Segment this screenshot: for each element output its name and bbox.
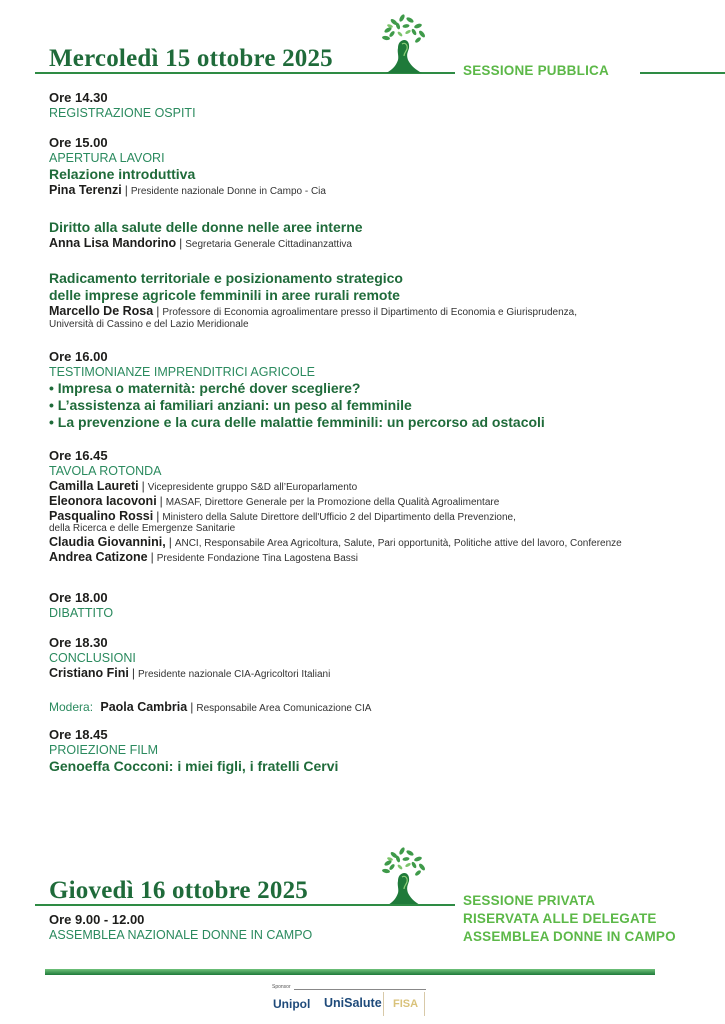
- sponsor-rule: [294, 989, 426, 990]
- day1-title: Mercoledì 15 ottobre 2025: [49, 45, 333, 72]
- speaker-line: [49, 666, 330, 680]
- moderator-label: Modera:: [49, 700, 94, 714]
- moderator-name: Paola Cambria: [100, 700, 188, 714]
- speaker-line: [49, 183, 326, 197]
- time-label: Ore 15.00: [49, 135, 108, 150]
- speaker-role-continued: Università di Cassino e del Lazio Meridionale: [49, 319, 249, 330]
- separator: |: [141, 479, 145, 493]
- speaker-role: Presidente nazionale Donne in Campo - Cia: [130, 186, 326, 197]
- time-label: Ore 9.00 - 12.00: [49, 912, 145, 927]
- activity-label: REGISTRAZIONE OSPITI: [49, 106, 196, 120]
- activity-label: CONCLUSIONI: [49, 651, 136, 665]
- speaker-line: [49, 550, 622, 564]
- talk-title-line-2: delle imprese agricole femminili in aree rurali remote: [49, 287, 400, 303]
- speaker-role: Ministero della Salute Direttore dell'Ufficio 2 del Dipartimento della Prevenzione,: [162, 512, 516, 523]
- speaker-role: Vicepresidente gruppo S&D all’Europarlamento: [147, 482, 358, 493]
- tree-woman-logo-icon: [378, 845, 430, 907]
- speaker-role: ANCI, Responsabile Area Agricoltura, Salute, Pari opportunità, Politiche attive del lavoro, Conferenze: [174, 538, 622, 549]
- program-block-1645: [49, 448, 622, 564]
- talk-title-line-1: Radicamento territoriale e posizionamento strategico: [49, 270, 403, 286]
- time-label: Ore 18.00: [49, 590, 108, 605]
- bullet-item: • Impresa o maternità: perché dover scegliere?: [49, 380, 361, 396]
- speaker-name: Eleonora Iacovoni: [49, 494, 157, 508]
- speaker-role-continued: della Ricerca e delle Emergenze Sanitarie: [49, 523, 236, 534]
- speaker-role: Presidente Fondazione Tina Lagostena Bassi: [156, 553, 359, 564]
- program-block-1800: [49, 590, 113, 620]
- time-label: Ore 16.45: [49, 448, 108, 463]
- program-block-1430: [49, 90, 196, 120]
- speaker-line: [49, 236, 363, 250]
- sponsor-label: Sponsor: [272, 984, 291, 990]
- sponsor-divider: [383, 992, 384, 1016]
- speaker-name: Anna Lisa Mandorino: [49, 236, 177, 250]
- session-line: RISERVATA ALLE DELEGATE: [463, 911, 657, 926]
- time-label: Ore 14.30: [49, 90, 108, 105]
- speaker-name: Andrea Catizone: [49, 550, 148, 564]
- speaker-line: [49, 304, 577, 318]
- separator: |: [131, 666, 135, 680]
- bullet-item: • La prevenzione e la cura delle malattie femminili: un percorso ad ostacoli: [49, 414, 545, 430]
- time-label: Ore 18.30: [49, 635, 108, 650]
- moderator-role: Responsabile Area Comunicazione CIA: [196, 703, 372, 714]
- speaker-name: Pasqualino Rossi: [49, 509, 154, 523]
- program-block-1845: [49, 727, 338, 774]
- speaker-role: Professore di Economia agroalimentare presso il Dipartimento di Economia e Giurisprudenza,: [162, 307, 577, 318]
- day2-title: Giovedì 16 ottobre 2025: [49, 877, 308, 904]
- program-block-radicamento: [49, 270, 577, 330]
- talk-title: Diritto alla salute delle donne nelle aree interne: [49, 219, 363, 235]
- session-label-public: SESSIONE PUBBLICA: [463, 63, 609, 78]
- session-line: SESSIONE PRIVATA: [463, 893, 596, 908]
- day2-program-block: [49, 912, 312, 942]
- speaker-role: Segretaria Generale Cittadinanzattiva: [185, 239, 352, 250]
- speaker-name: Marcello De Rosa: [49, 304, 154, 318]
- speaker-line: [49, 535, 622, 549]
- sponsor-logo-unisalute: UniSalute: [324, 996, 382, 1010]
- separator: |: [156, 304, 160, 318]
- speaker-role: Presidente nazionale CIA-Agricoltori Italiani: [138, 669, 331, 680]
- separator: |: [124, 183, 128, 197]
- activity-label: PROIEZIONE FILM: [49, 743, 159, 757]
- time-label: Ore 16.00: [49, 349, 108, 364]
- sponsor-divider: [424, 992, 425, 1016]
- activity-label: DIBATTITO: [49, 606, 114, 620]
- program-block-health: [49, 219, 363, 250]
- program-block-1500: [49, 135, 326, 197]
- tree-woman-logo-icon: [378, 12, 430, 74]
- session-label-private: [463, 892, 676, 946]
- session-line: ASSEMBLEA DONNE IN CAMPO: [463, 929, 676, 944]
- speaker-role: MASAF, Direttore Generale per la Promozione della Qualità Agroalimentare: [165, 497, 500, 508]
- separator: |: [190, 700, 194, 714]
- program-block-1600: [49, 349, 545, 430]
- separator: |: [179, 236, 183, 250]
- speaker-line: [49, 494, 622, 508]
- speaker-name: Claudia Giovannini,: [49, 535, 166, 549]
- day2-title-rule: [35, 904, 455, 906]
- bullet-item: • L’assistenza ai familiari anziani: un peso al femminile: [49, 397, 412, 413]
- moderator-line: [49, 700, 371, 714]
- separator: |: [159, 494, 163, 508]
- time-label: Ore 18.45: [49, 727, 108, 742]
- separator: |: [150, 550, 154, 564]
- sponsor-logo-fisa: FISA: [393, 998, 419, 1010]
- session-label-rule: [640, 72, 725, 74]
- program-block-1830: [49, 635, 330, 680]
- footer-green-bar: [45, 969, 655, 975]
- activity-label: TESTIMONIANZE IMPRENDITRICI AGRICOLE: [49, 365, 315, 379]
- speaker-name: Pina Terenzi: [49, 183, 122, 197]
- speaker-line: [49, 479, 622, 493]
- speaker-name: Cristiano Fini: [49, 666, 129, 680]
- separator: |: [168, 535, 172, 549]
- film-title: Genoeffa Cocconi: i miei figli, i fratelli Cervi: [49, 758, 339, 774]
- activity-label: ASSEMBLEA NAZIONALE DONNE IN CAMPO: [49, 928, 313, 942]
- talk-title: Relazione introduttiva: [49, 166, 196, 182]
- sponsor-logo-unipol: Unipol: [273, 997, 311, 1011]
- speaker-name: Camilla Laureti: [49, 479, 139, 493]
- speaker-line: [49, 509, 622, 523]
- separator: |: [156, 509, 160, 523]
- activity-label: TAVOLA ROTONDA: [49, 464, 162, 478]
- activity-label: APERTURA LAVORI: [49, 151, 165, 165]
